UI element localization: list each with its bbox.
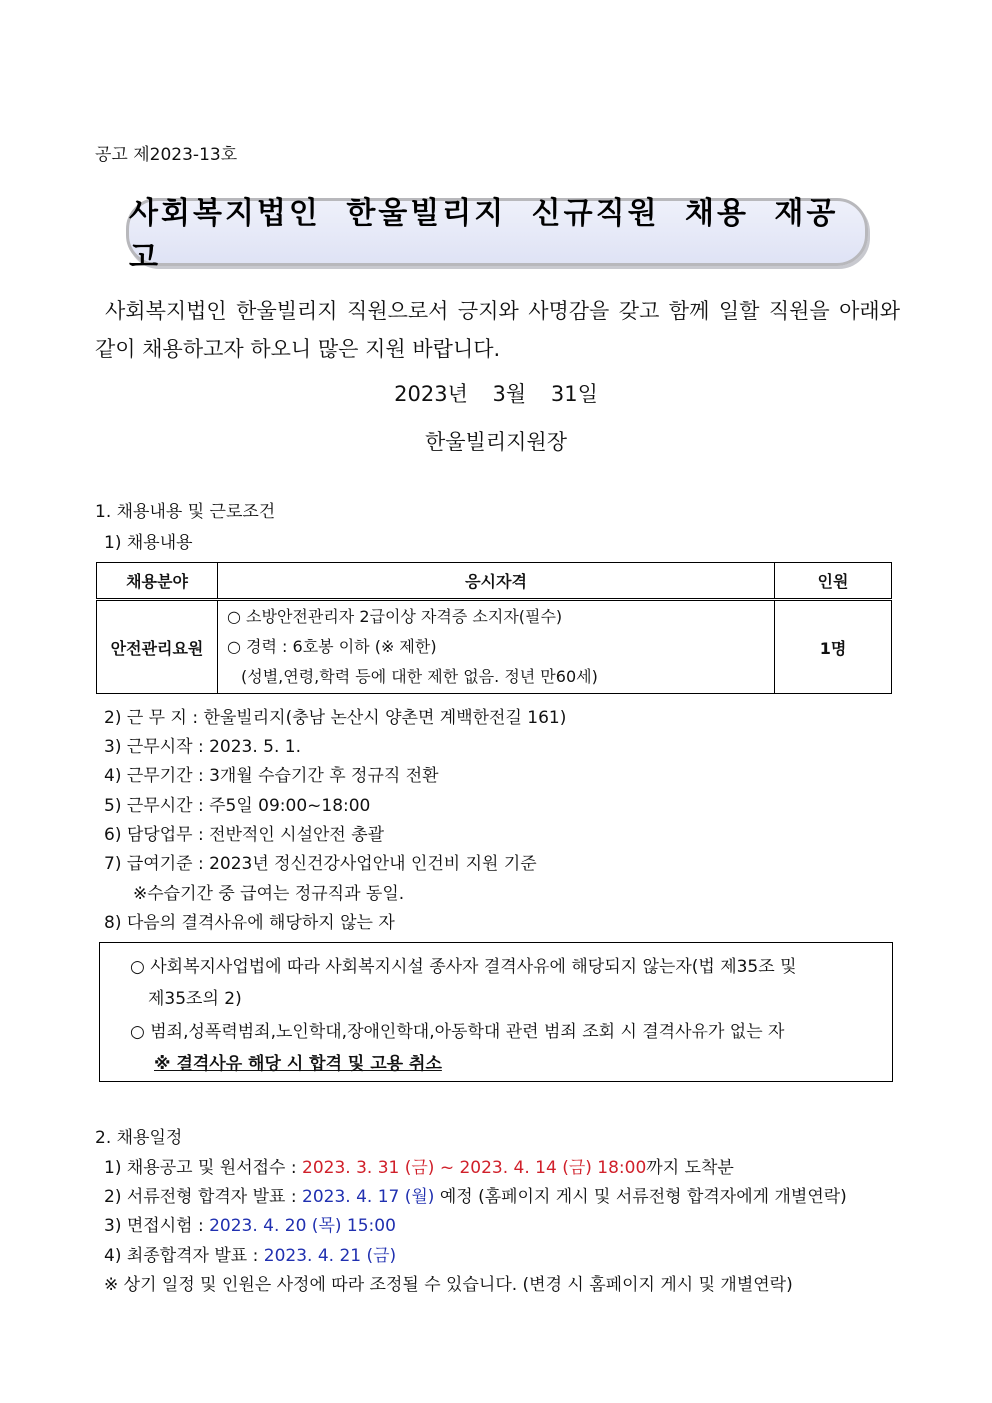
section1-heading: 1. 채용내용 및 근로조건 [95, 502, 276, 522]
schedule-date: 2023. 3. 31 (금) ~ 2023. 4. 14 (금) 18:00 [302, 1158, 647, 1178]
schedule-label: 1) 채용공고 및 원서접수 : [104, 1158, 302, 1178]
col-header-count: 인원 [775, 563, 892, 600]
cell-count: 1명 [775, 600, 892, 694]
schedule-item-final-result [104, 1241, 396, 1266]
condition-start: 3) 근무시작 : 2023. 5. 1. [104, 737, 301, 757]
disqualification-warning: ※ 결격사유 해당 시 합격 및 고용 취소 [154, 1054, 442, 1074]
intro-paragraph: 사회복지법인 한울빌리지 직원으로서 긍지와 사명감을 갖고 함께 일할 직원을 아래와 같이 채용하고자 하오니 많은 지원 바랍니다. [95, 299, 900, 361]
disqualification-box [99, 942, 893, 1082]
recruitment-table [96, 562, 892, 694]
condition-salary-note: ※수습기간 중 급여는 정규직과 동일. [133, 884, 405, 904]
condition-salary: 7) 급여기준 : 2023년 정신건강사업안내 인건비 지원 기준 [104, 854, 537, 874]
schedule-date: 2023. 4. 21 (금) [263, 1246, 397, 1266]
schedule-item-document-result [104, 1182, 847, 1207]
announcement-date: 2023년 3월 31일 [394, 382, 598, 406]
condition-period: 4) 근무기간 : 3개월 수습기간 후 정규직 전환 [104, 766, 439, 786]
condition-hours: 5) 근무시간 : 주5일 09:00~18:00 [104, 796, 371, 816]
schedule-item-application [104, 1153, 734, 1178]
qualification-note: (성별,연령,학력 등에 대한 제한 없음. 정년 만60세) [241, 667, 598, 686]
signer: 한울빌리지원장 [424, 430, 567, 454]
notice-number: 공고 제2023-13호 [95, 145, 238, 165]
cell-qualification [218, 600, 775, 694]
disqualification-item: ○ 사회복지사업법에 따라 사회복지시설 종사자 결격사유에 해당되지 않는자(법 제35조 및 [130, 957, 797, 977]
condition-disqualification: 8) 다음의 결격사유에 해당하지 않는 자 [104, 913, 395, 933]
section2-heading: 2. 채용일정 [95, 1128, 183, 1148]
cell-field: 안전관리요원 [97, 600, 218, 694]
section1-sub1: 1) 채용내용 [104, 533, 193, 553]
schedule-item-interview [104, 1211, 396, 1236]
schedule-note: ※ 상기 일정 및 인원은 사정에 따라 조정될 수 있습니다. (변경 시 홈페이지 게시 및 개별연락) [104, 1275, 793, 1295]
title-banner [126, 196, 868, 275]
disqualification-item-cont: 제35조의 2) [148, 989, 242, 1009]
document-title: 사회복지법인 한울빌리지 신규직원 채용 재공고 [129, 196, 839, 275]
schedule-date: 2023. 4. 17 (월) [302, 1187, 435, 1207]
disqualification-item: ○ 범죄,성폭력범죄,노인학대,장애인학대,아동학대 관련 범죄 조회 시 결격사유가 없는 자 [130, 1022, 785, 1042]
schedule-date: 2023. 4. 20 (목) 15:00 [209, 1216, 396, 1236]
condition-duties: 6) 담당업무 : 전반적인 시설안전 총괄 [104, 825, 385, 845]
schedule-tail: 까지 도착분 [646, 1158, 734, 1178]
schedule-tail: 예정 (홈페이지 게시 및 서류전형 합격자에게 개별연락) [434, 1187, 847, 1207]
col-header-field: 채용분야 [97, 563, 218, 600]
schedule-label: 4) 최종합격자 발표 : [104, 1246, 264, 1266]
qualification-item: ○ 경력 : 6호봉 이하 (※ 제한) [227, 637, 437, 656]
schedule-label: 3) 면접시험 : [104, 1216, 210, 1236]
condition-location: 2) 근 무 지 : 한울빌리지(충남 논산시 양촌면 계백한전길 161) [104, 708, 567, 728]
qualification-item: ○ 소방안전관리자 2급이상 자격증 소지자(필수) [227, 607, 563, 626]
schedule-label: 2) 서류전형 합격자 발표 : [104, 1187, 302, 1207]
col-header-qualification: 응시자격 [218, 563, 775, 600]
